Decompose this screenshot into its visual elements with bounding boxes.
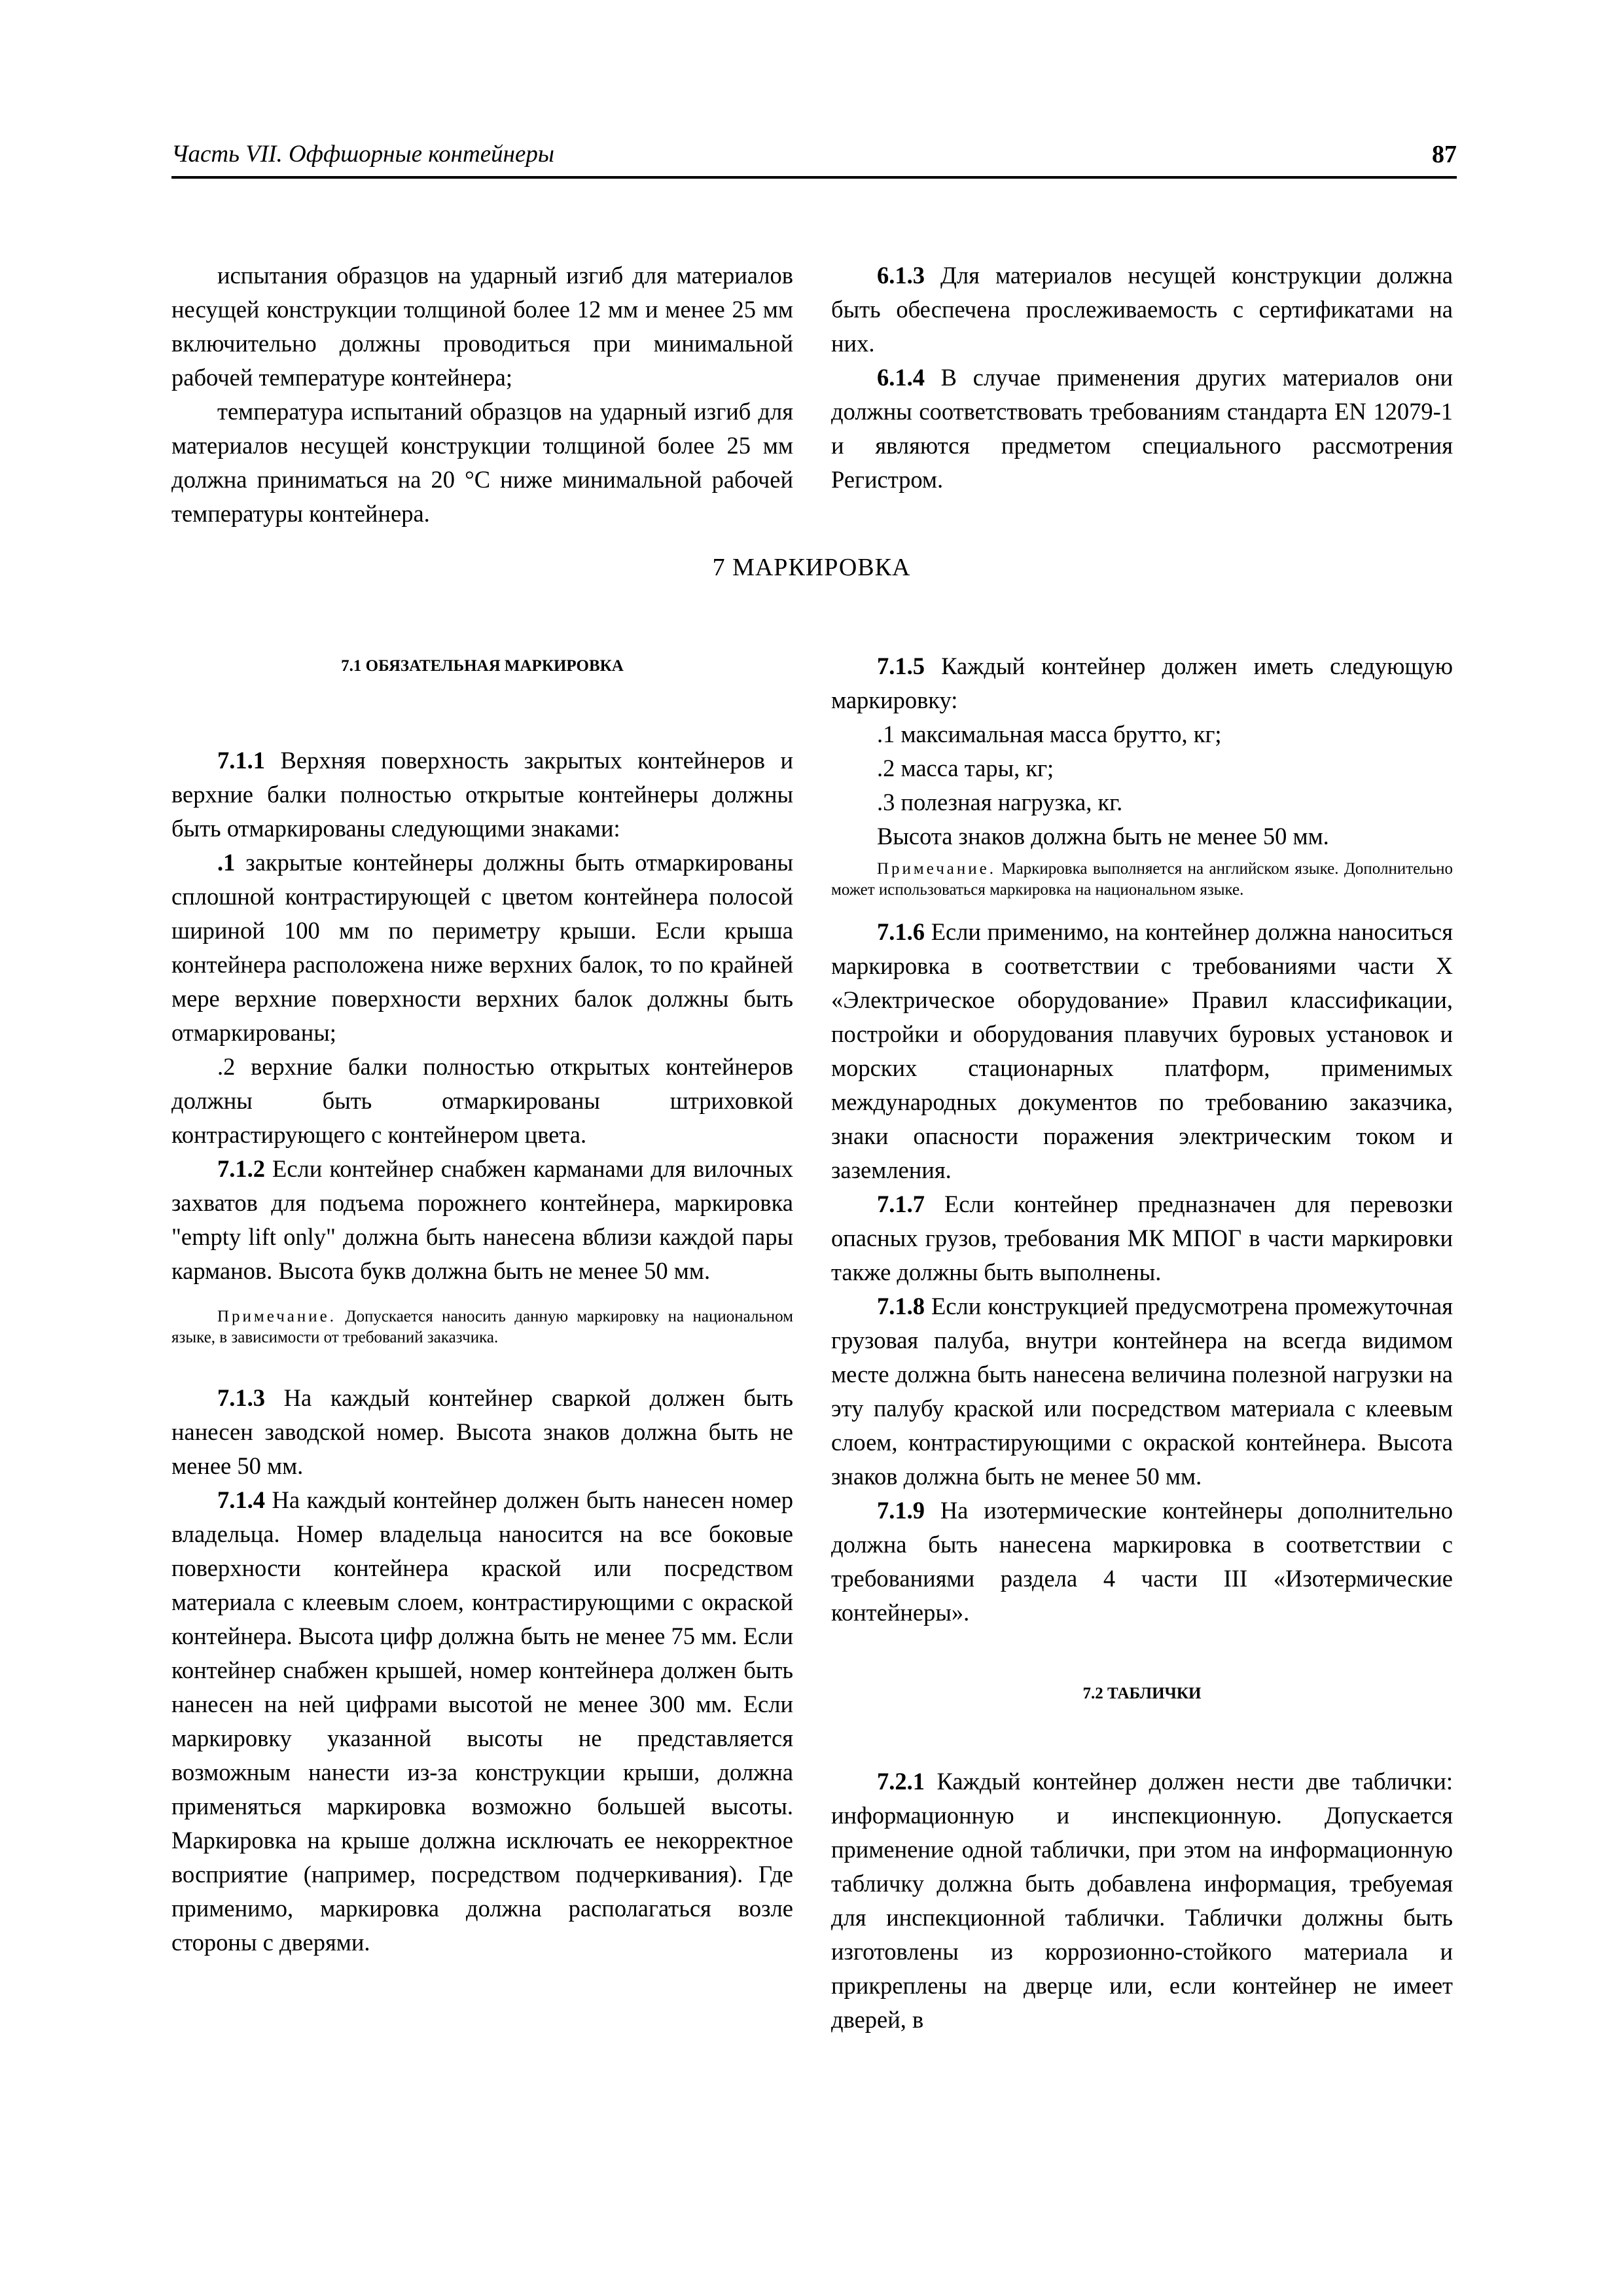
list-item: .1 максимальная масса брутто, кг; xyxy=(877,721,1222,747)
right-column-main xyxy=(831,649,1453,2037)
item-text: закрытые контейнеры должны быть отмаркированы сплошной контрастирующей с цветом контейнера полосой шириной 100 мм по периметру крыши. Если крыша контейнера расположена ниже верхних балок, то по крайней мере верхние поверхности верхних балок должны быть отмаркированы; xyxy=(171,849,793,1046)
paragraph-7-1-9 xyxy=(831,1494,1453,1630)
clause-number: 7.1.1 xyxy=(217,747,265,774)
paragraph: Высота знаков должна быть не менее 50 мм. xyxy=(877,823,1329,850)
page-number: 87 xyxy=(1432,141,1457,168)
clause-text: На изотермические контейнеры дополнительно должна быть нанесена маркировка в соответствии с требованиями раздела 4 части III «Изотермические контейнеры». xyxy=(831,1497,1453,1626)
paragraph-7-1-6 xyxy=(831,915,1453,1187)
paragraph-6-1-3 xyxy=(831,259,1453,361)
clause-text: Если применимо, на контейнер должна наноситься маркировка в соответствии с требованиями части X «Электрическое оборудование» Правил классификации, постройки и оборудования плавучих буровых установок и морских стационарных платформ, применимых международных документов по требованию заказчика, знаки опасности поражения электрическим током и заземления. xyxy=(831,918,1453,1183)
paragraph-7-1-5 xyxy=(831,649,1453,717)
clause-text: Если конструкцией предусмотрена промежуточная грузовая палуба, внутри контейнера на всегда видимом месте должна быть нанесена величина полезной нагрузки на эту палубу краской или посредством материала с клеевым слоем, контрастирующими с окраской контейнера. Высота знаков должна быть не менее 50 мм. xyxy=(831,1293,1453,1490)
clause-number: 7.1.5 xyxy=(877,653,925,679)
paragraph-7-1-7 xyxy=(831,1187,1453,1289)
clause-number: 7.1.7 xyxy=(877,1191,925,1217)
paragraph-7-1-2 xyxy=(171,1152,793,1288)
paragraph-6-1-4 xyxy=(831,361,1453,497)
clause-text: На каждый контейнер сваркой должен быть нанесен заводской номер. Высота знаков должна быть не менее 50 мм. xyxy=(171,1384,793,1479)
note xyxy=(831,859,1453,901)
clause-text: Для материалов несущей конструкции должна быть обеспечена прослеживаемость с сертификатами на них. xyxy=(831,262,1453,357)
paragraph-7-1-1-2: .2 верхние балки полностью открытых контейнеров должны быть отмаркированы штриховкой контрастирующего с контейнером цвета. xyxy=(171,1053,793,1148)
paragraph-7-1-8 xyxy=(831,1289,1453,1494)
clause-number: 6.1.3 xyxy=(877,262,925,289)
running-header-title: Часть VII. Оффшорные контейнеры xyxy=(171,141,554,168)
list-item: .3 полезная нагрузка, кг. xyxy=(877,789,1123,816)
note-label: Примечание. xyxy=(877,860,997,878)
clause-number: 6.1.4 xyxy=(877,364,925,391)
left-column-top xyxy=(171,259,793,531)
right-column-top xyxy=(831,259,1453,497)
clause-number: 7.1.3 xyxy=(217,1384,265,1411)
paragraph-7-1-1-1 xyxy=(171,846,793,1050)
clause-text: Если контейнер предназначен для перевозки опасных грузов, требования МК МПОГ в части маркировки также должны быть выполнены. xyxy=(831,1191,1453,1285)
list-item: .2 масса тары, кг; xyxy=(877,755,1054,781)
clause-number: 7.2.1 xyxy=(877,1768,925,1795)
paragraph-7-2-1 xyxy=(831,1765,1453,2037)
note-text: Допускается наносить данную маркировку на национальном языке, в зависимости от требований заказчика. xyxy=(171,1308,793,1346)
clause-number: 7.1.2 xyxy=(217,1155,265,1182)
clause-text: На каждый контейнер должен быть нанесен номер владельца. Номер владельца наносится на все боковые поверхности контейнера краской или посредством материала с клеевым слоем, контрастирующими с окраской контейнера. Высота цифр должна быть не менее 75 мм. Если контейнер снабжен крышей, номер контейнера должен быть нанесен на ней цифрами высотой не менее 300 мм. Если маркировку указанной высоты не представляется возможным нанести из-за конструкции крыши, должна применяться маркировка возможно большей высоты. Маркировка на крыше должна исключать ее некорректное восприятие (например, посредством подчеркивания). Где применимо, маркировка должна располагаться возле стороны с дверями. xyxy=(171,1486,793,1956)
subsection-heading: 7.2 ТАБЛИЧКИ xyxy=(1082,1685,1202,1702)
item-number: .1 xyxy=(217,849,236,876)
paragraph-7-1-1 xyxy=(171,744,793,846)
clause-number: 7.1.6 xyxy=(877,918,925,945)
clause-text: Верхняя поверхность закрытых контейнеров и верхние балки полностью открытые контейнеры должны быть отмаркированы следующими знаками: xyxy=(171,747,793,842)
subsection-heading: 7.1 ОБЯЗАТЕЛЬНАЯ МАРКИРОВКА xyxy=(341,657,624,675)
clause-text: Если контейнер снабжен карманами для вилочных захватов для подъема порожнего контейнера, маркировка "empty lift only" должна быть нанесена вблизи каждой пары карманов. Высота букв должна быть не менее 50 мм. xyxy=(171,1155,793,1284)
paragraph-7-1-3 xyxy=(171,1381,793,1483)
section-title: 7 МАРКИРОВКА xyxy=(712,554,911,581)
clause-number: 7.1.4 xyxy=(217,1486,265,1513)
clause-number: 7.1.8 xyxy=(877,1293,925,1319)
clause-number: 7.1.9 xyxy=(877,1497,925,1524)
note-text: Маркировка выполняется на английском языке. Дополнительно может использоваться маркировка на национальном языке. xyxy=(831,860,1453,899)
paragraph: температура испытаний образцов на ударный изгиб для материалов несущей конструкции толщиной более 25 мм должна приниматься на 20 °С ниже минимальной рабочей температуры контейнера. xyxy=(171,398,793,527)
paragraph-7-1-4 xyxy=(171,1483,793,1960)
note xyxy=(171,1306,793,1348)
clause-text: Каждый контейнер должен нести две таблички: информационную и инспекционную. Допускается применение одной таблички, при этом на информационную табличку должна быть добавлена информация, требуемая для инспекционной таблички. Таблички должны быть изготовлены из коррозионно-стойкого материала и прикреплены на дверце или, если контейнер не имеет дверей, в xyxy=(831,1768,1453,2033)
clause-text: Каждый контейнер должен иметь следующую маркировку: xyxy=(831,653,1453,713)
paragraph: испытания образцов на ударный изгиб для материалов несущей конструкции толщиной более 12 мм и менее 25 мм включительно должны проводиться при минимальной рабочей температуре контейнера; xyxy=(171,262,793,391)
header-rule xyxy=(171,176,1457,179)
note-label: Примечание. xyxy=(217,1308,337,1325)
clause-text: В случае применения других материалов они должны соответствовать требованиям стандарта EN 12079-1 и являются предметом специального рассмотрения Регистром. xyxy=(831,364,1453,493)
left-column-main xyxy=(171,655,793,1960)
